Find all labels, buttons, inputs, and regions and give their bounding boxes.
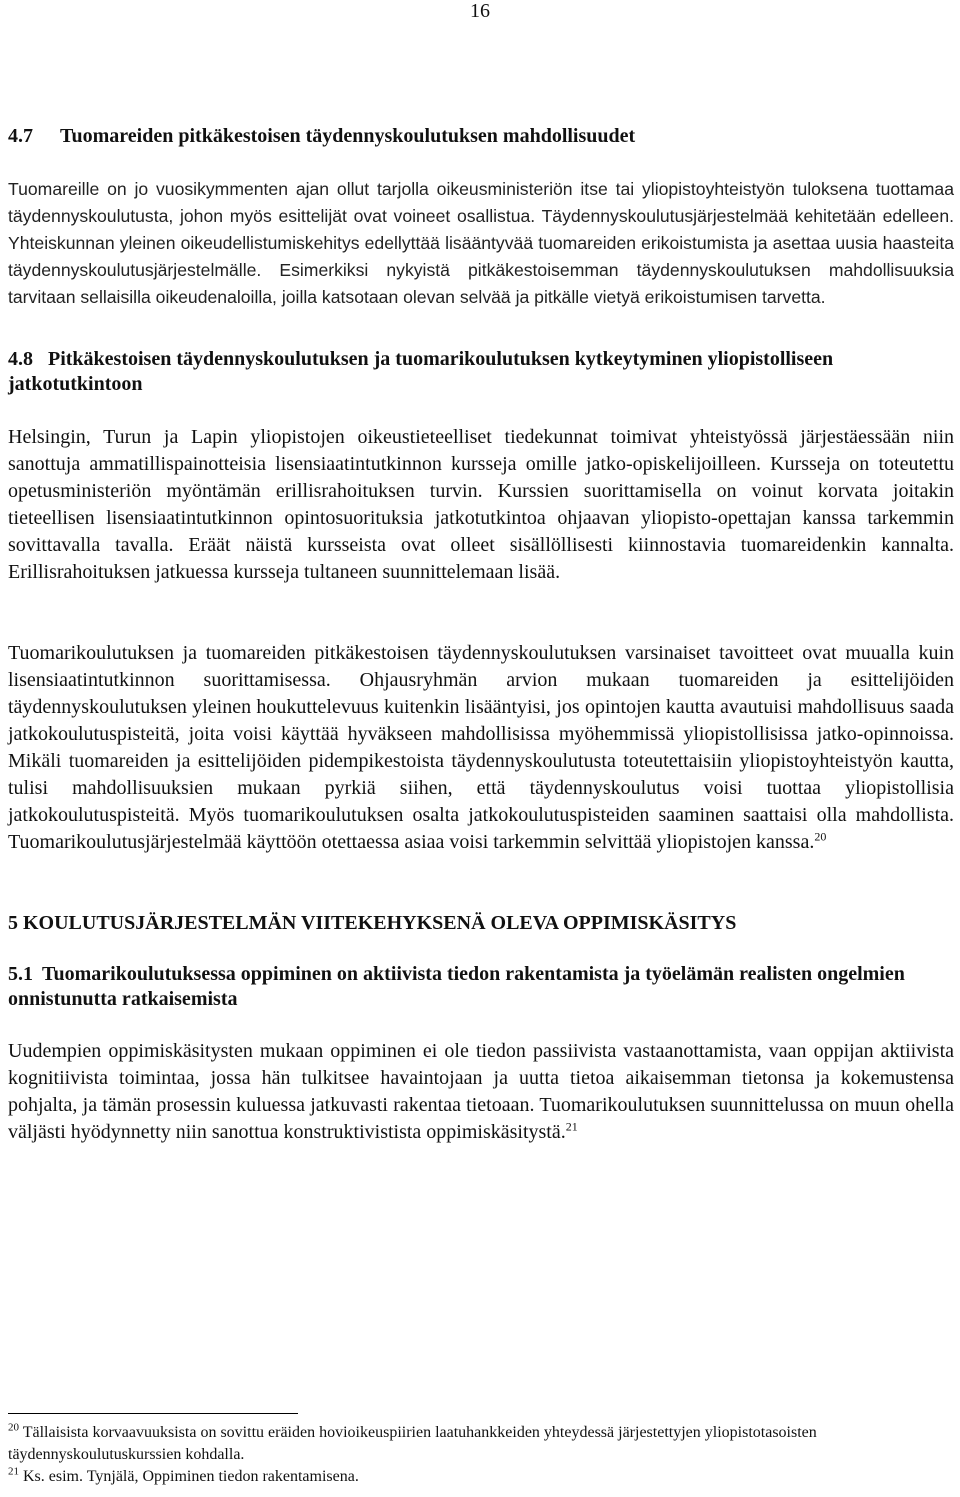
section-number: 4.7 [8,125,33,147]
section-4-7-heading [8,124,954,149]
footnote-number: 20 [8,1421,19,1434]
section-number: 5.1 [8,963,33,985]
footnote-ref-20: 20 [814,829,827,844]
section-4-8-heading [8,347,954,397]
footnote-21 [8,1466,954,1488]
paragraph-text: Tuomarikoulutuksen ja tuomareiden pitkäkestoisen täydennyskoulutuksen varsinaiset tavoitteet ovat muualla kuin lisensiaatintutkinnon suorittamisessa. Ohjausryhmän arvion mukaan tuomareiden ja esittelijöiden täydennyskoulutuksen yleinen houkuttelevuus kuitenkin lisääntyisi, jos opintojen kautta avautuisi mahdollisuus saada jatkokoulutuspisteitä, joita voisi käyttää hyväkseen mahdollisissa myöhemmissä yliopistollisissa jatko-opinnoissa. Mikäli tuomareiden ja esittelijöiden pidempikestoista täydennyskoulutusta toteutettaisiin yliopistoyhteistyön kautta, tulisi mahdollisuuksien mukaan pyrkiä siihen, että täydennyskoulutus voisi tuottaa yliopistollisia jatkokoulutuspisteitä. Myös tuomarikoulutuksen osalta jatkokoulutuspisteiden saaminen saattaisi olla mahdollista. Tuomarikoulutusjärjestelmää käyttöön otettaessa asiaa voisi tarkemmin selvittää yliopistojen kanssa. [8,642,954,853]
section-4-8-paragraph-2 [8,640,954,856]
section-5-1-heading [8,962,954,1012]
section-number: 4.8 [8,348,33,370]
section-title: Tuomareiden pitkäkestoisen täydennyskoulutuksen mahdollisuudet [60,125,636,147]
footnote-separator [8,1413,298,1414]
footnote-20 [8,1422,954,1466]
section-4-7-paragraph: Tuomareille on jo vuosikymmenten ajan ollut tarjolla oikeusministeriön itse tai yliopistoyhteistyön tuloksena tuottamaa täydennyskoulutusta, johon myös esittelijät ovat voineet osallistua. Täydennyskoulutusjärjestelmää kehitetään edelleen. Yhteiskunnan yleinen oikeudellistumiskehitys edellyttää lisääntyvää tuomareiden erikoistumista ja asettaa uusia haasteita täydennyskoulutusjärjestelmälle. Esimerkiksi nykyistä pitkäkestoisemman täydennyskoulutuksen mahdollisuuksia tarvitaan sellaisilla oikeudenaloilla, joilla katsotaan olevan selvää ja pitkälle vietyä erikoistumisen tarvetta. [8,179,954,307]
section-title: Tuomarikoulutuksessa oppiminen on aktiivista tiedon rakentamista ja työelämän realisten ongelmien onnistunutta ratkaisemista [8,963,905,1010]
footnote-ref-21: 21 [565,1119,578,1134]
chapter-5-heading: 5 KOULUTUSJÄRJESTELMÄN VIITEKEHYKSENÄ OLEVA OPPIMISKÄSITYS [8,912,737,934]
section-title: Pitkäkestoisen täydennyskoulutuksen ja tuomarikoulutuksen kytkeytyminen yliopistolliseen jatkotutkintoon [8,348,834,395]
page-number: 16 [470,0,490,22]
footnote-text: Ks. esim. Tynjälä, Oppiminen tiedon rakentamisena. [23,1468,359,1485]
footnote-text: Tällaisista korvaavuuksista on sovittu eräiden hovioikeuspiirien laatuhankkeiden yhteydessä järjestettyjen yliopistotasoisten täydennyskoulutuskurssien kohdalla. [8,1424,817,1463]
section-4-8-paragraph-1: Helsingin, Turun ja Lapin yliopistojen oikeustieteelliset tiedekunnat toimivat yhteistyössä järjestäessään niin sanottuja ammatillispainotteisia lisensiaatintutkinnon kursseja omille jatko-opiskelijoilleen. Kursseja on toteutettu opetusministeriön myöntämän erillisrahoituksen turvin. Kurssien suorittamisella on voinut korvata joitakin tieteellisen lisensiaatintutkinnon opintosuorituksia jatkotutkintoa ohjaavan yliopisto-opettajan kanssa tarkemmin sovittavalla tavalla. Eräät näistä kursseista ovat olleet sisällöllisesti kiinnostavia tuomareidenkin kannalta. Erillisrahoituksen jatkuessa kursseja tultaneen suunnittelemaan lisää. [8,426,954,583]
page-body [8,120,954,1146]
footnote-number: 21 [8,1465,19,1478]
paragraph-text: Uudempien oppimiskäsitysten mukaan oppiminen ei ole tiedon passiivista vastaanottamista, vaan oppijan aktiivista kognitiivista toimintaa, jossa hän tulkitsee havaintojaan ja uutta tietoa aikaisemman tietonsa ja kokemustensa pohjalta, ja tämän prosessin kuluessa jatkuvasti rakentaa tietoaan. Tuomarikoulutuksen suunnittelussa on muun ohella väljästi hyödynnetty niin sanottua konstruktivistista oppimiskäsitystä. [8,1040,954,1143]
footnotes [8,1422,954,1488]
section-5-1-paragraph [8,1038,954,1146]
